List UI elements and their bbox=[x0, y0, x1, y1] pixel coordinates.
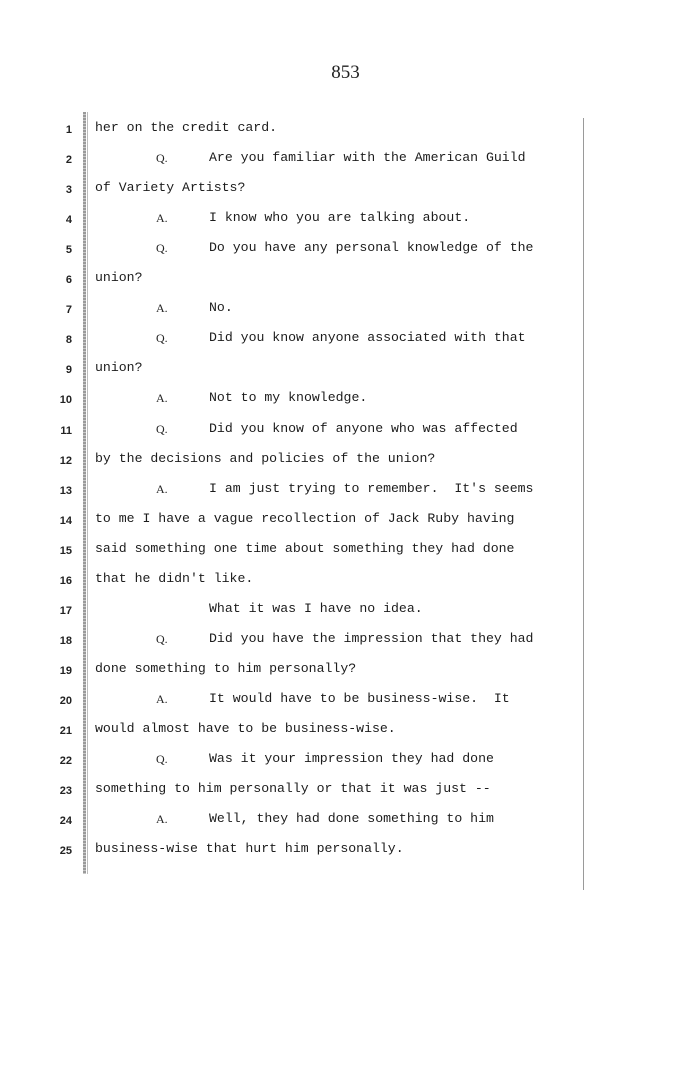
transcript-line bbox=[0, 118, 691, 142]
line-number: 1 bbox=[65, 124, 72, 136]
transcript-line bbox=[0, 719, 691, 743]
line-text: Not to my knowledge. bbox=[209, 390, 368, 406]
line-text: done something to him personally? bbox=[95, 660, 357, 676]
line-text: Did you have the impression that they had bbox=[209, 630, 534, 646]
line-text: I know who you are talking about. bbox=[209, 210, 471, 226]
speaker-label: Q. bbox=[156, 421, 168, 436]
line-number: 4 bbox=[65, 214, 72, 227]
transcript-line bbox=[0, 809, 691, 833]
speaker-label: A. bbox=[156, 481, 168, 496]
line-text: What it was I have no idea. bbox=[209, 600, 423, 616]
line-number: 12 bbox=[59, 454, 72, 467]
line-number: 2 bbox=[65, 154, 72, 167]
transcript-line bbox=[0, 689, 691, 713]
right-margin-rule bbox=[583, 118, 584, 890]
speaker-label: A. bbox=[156, 691, 168, 706]
transcript-line bbox=[0, 419, 691, 443]
transcript-line bbox=[0, 659, 691, 683]
speaker-label: Q. bbox=[156, 151, 168, 166]
line-text: union? bbox=[95, 360, 143, 376]
transcript-line bbox=[0, 599, 691, 623]
line-number: 5 bbox=[65, 244, 72, 257]
line-number: 3 bbox=[65, 184, 72, 197]
transcript-line bbox=[0, 779, 691, 803]
line-number: 22 bbox=[59, 755, 72, 768]
line-number: 24 bbox=[59, 815, 72, 828]
transcript-line bbox=[0, 148, 691, 172]
line-number: 25 bbox=[59, 845, 72, 858]
line-number: 17 bbox=[59, 604, 72, 617]
transcript-line bbox=[0, 539, 691, 563]
line-text: Do you have any personal knowledge of the bbox=[209, 240, 534, 256]
line-number: 21 bbox=[59, 725, 72, 737]
line-text: of Variety Artists? bbox=[95, 180, 246, 196]
speaker-label: Q. bbox=[156, 752, 168, 767]
line-number: 11 bbox=[60, 424, 72, 437]
speaker-label: Q. bbox=[156, 331, 168, 346]
line-text: Was it your impression they had done bbox=[209, 751, 494, 767]
transcript-line bbox=[0, 749, 691, 773]
transcript-line bbox=[0, 178, 691, 202]
transcript-line bbox=[0, 569, 691, 593]
transcript-line bbox=[0, 449, 691, 473]
speaker-label: Q. bbox=[156, 241, 168, 256]
transcript-line bbox=[0, 208, 691, 232]
page-number: 853 bbox=[331, 62, 360, 83]
line-text: It would have to be business-wise. It bbox=[209, 690, 510, 706]
transcript-line bbox=[0, 629, 691, 653]
line-text: something to him personally or that it was just -- bbox=[95, 781, 491, 797]
transcript-line bbox=[0, 509, 691, 533]
line-number: 20 bbox=[59, 694, 72, 707]
line-text: business-wise that hurt him personally. bbox=[95, 841, 404, 857]
line-number: 6 bbox=[65, 274, 72, 287]
transcript-line bbox=[0, 388, 691, 412]
line-number: 14 bbox=[59, 514, 72, 527]
line-number: 9 bbox=[65, 364, 72, 377]
speaker-label: A. bbox=[156, 391, 168, 406]
line-text: said something one time about something they had done bbox=[95, 540, 515, 556]
speaker-label: A. bbox=[156, 211, 168, 226]
transcript-line bbox=[0, 839, 691, 863]
speaker-label: A. bbox=[156, 812, 168, 827]
transcript-line bbox=[0, 298, 691, 322]
line-text: that he didn't like. bbox=[95, 570, 254, 586]
speaker-label: Q. bbox=[156, 631, 168, 646]
speaker-label: A. bbox=[156, 301, 168, 316]
line-number: 7 bbox=[65, 304, 72, 317]
line-number: 19 bbox=[59, 664, 72, 677]
line-text: union? bbox=[95, 270, 143, 286]
line-number: 8 bbox=[65, 334, 72, 347]
transcript-line bbox=[0, 328, 691, 352]
line-number: 16 bbox=[59, 574, 72, 587]
line-text: to me I have a vague recollection of Jack Ruby having bbox=[95, 510, 515, 526]
line-number: 13 bbox=[59, 484, 72, 497]
line-number: 15 bbox=[59, 544, 72, 557]
line-number: 18 bbox=[59, 634, 72, 647]
transcript-line bbox=[0, 358, 691, 382]
line-text: would almost have to be business-wise. bbox=[95, 721, 396, 736]
line-text: No. bbox=[209, 300, 233, 316]
transcript-line bbox=[0, 479, 691, 503]
line-text: Are you familiar with the American Guild bbox=[209, 150, 526, 166]
line-text: her on the credit card. bbox=[95, 120, 278, 135]
line-number: 23 bbox=[59, 785, 72, 798]
transcript-line bbox=[0, 268, 691, 292]
line-text: Did you know of anyone who was affected bbox=[209, 420, 518, 436]
line-text: Did you know anyone associated with that bbox=[209, 330, 526, 346]
line-text: by the decisions and policies of the union? bbox=[95, 450, 436, 466]
transcript-line bbox=[0, 238, 691, 262]
line-text: I am just trying to remember. It's seems bbox=[209, 480, 534, 496]
line-number: 10 bbox=[59, 394, 72, 407]
line-text: Well, they had done something to him bbox=[209, 811, 494, 827]
